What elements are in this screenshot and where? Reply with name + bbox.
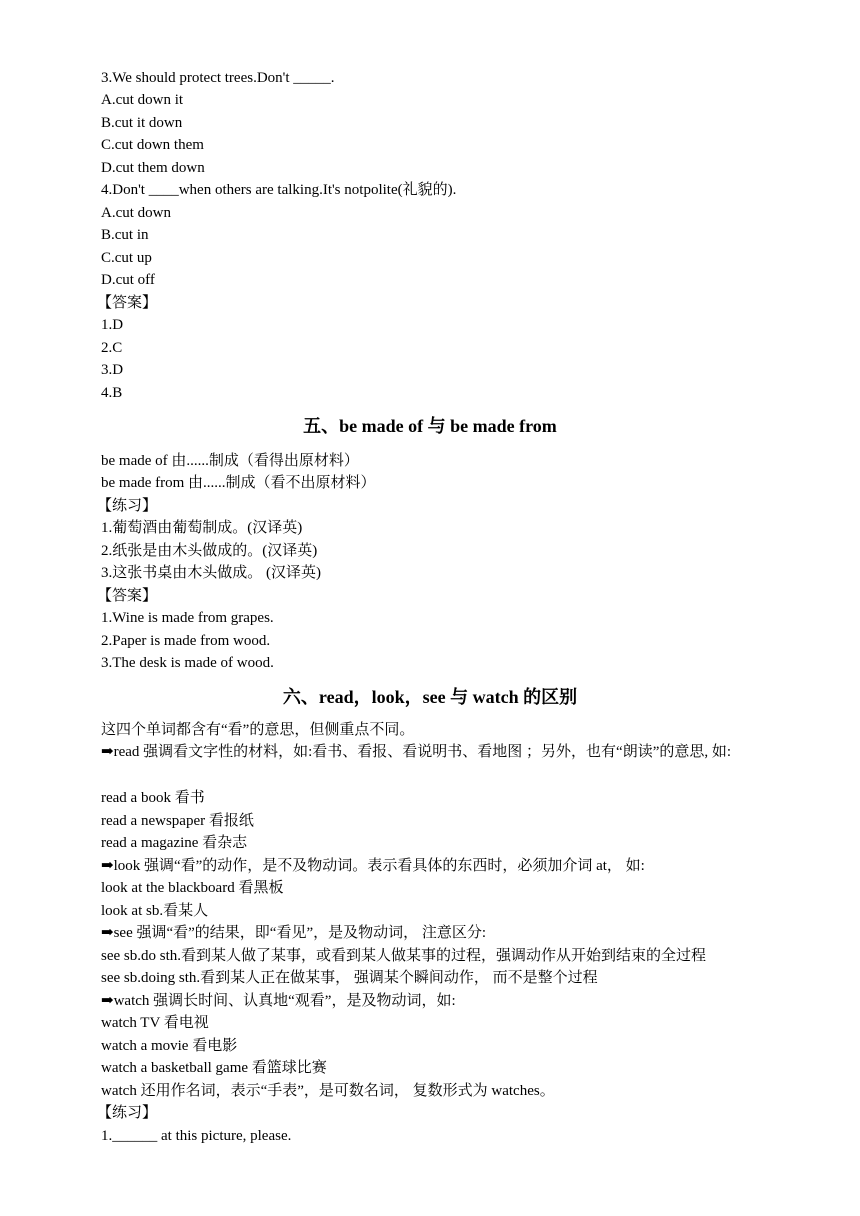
watch-example-2: watch a movie 看电影 — [101, 1038, 238, 1054]
watch-example-3: watch a basketball game 看篮球比赛 — [101, 1060, 327, 1076]
see-description-text: see 强调“看”的结果，即“看见”，是及物动词， 注意区分: — [113, 925, 487, 941]
q4-option-c: C.cut up — [101, 250, 152, 266]
arrow-icon: ➡ — [101, 744, 114, 760]
watch-example-1: watch TV 看电视 — [101, 1015, 209, 1031]
q4-option-d: D.cut off — [101, 272, 155, 288]
look-example-2: look at sb.看某人 — [101, 903, 209, 919]
exercise-2: 2.纸张是由木头做成的。(汉译英) — [101, 543, 318, 559]
practice-label: 【练习】 — [97, 498, 158, 514]
answer-1: 1.D — [101, 317, 124, 333]
section-6-heading: 六、read，look，see 与 watch 的区别 — [282, 687, 578, 707]
made-from-rule: be made from 由......制成（看不出原材料） — [101, 475, 376, 491]
see-example-1: see sb.do sth.看到某人做了某事，或看到某人做某事的过程，强调动作从开始到结束的全过程 — [101, 948, 706, 964]
look-example-1: look at the blackboard 看黑板 — [101, 880, 284, 896]
answer-1: 1.Wine is made from grapes. — [101, 610, 274, 626]
exercise-1: 1.葡萄酒由葡萄制成。(汉译英) — [101, 520, 303, 536]
practice-label: 【练习】 — [97, 1105, 158, 1121]
arrow-icon: ➡ — [101, 993, 114, 1009]
q4-option-a: A.cut down — [101, 205, 171, 221]
arrow-icon: ➡ — [101, 858, 114, 874]
read-example-2: read a newspaper 看报纸 — [101, 813, 254, 829]
q3-option-c: C.cut down them — [101, 137, 204, 153]
answer-label: 【答案】 — [97, 295, 158, 311]
made-of-rule: be made of 由......制成（看得出原材料） — [101, 453, 359, 469]
read-description-text: read 强调看文字性的材料，如:看书、看报、看说明书、看地图 ；另外，也有“朗读”的意思, 如: — [113, 744, 732, 760]
section-6-intro: 这四个单词都含有“看”的意思，但侧重点不同。 — [101, 722, 415, 738]
read-description — [66, 741, 796, 764]
look-description-text: look 强调“看”的动作，是不及物动词。表示看具体的东西时，必须加介词 at， 如: — [113, 858, 645, 874]
answer-3: 3.D — [101, 362, 124, 378]
see-description — [101, 923, 486, 943]
answer-4: 4.B — [101, 385, 123, 401]
exercise-3: 3.这张书桌由木头做成。 (汉译英) — [101, 565, 321, 581]
q3-option-d: D.cut them down — [101, 160, 205, 176]
question-3-stem: 3.We should protect trees.Don't _____. — [101, 70, 335, 86]
watch-noun-note: watch 还用作名词，表示“手表”，是可数名词， 复数形式为 watches。 — [101, 1083, 555, 1099]
q4-option-b: B.cut in — [101, 227, 149, 243]
answer-2: 2.C — [101, 340, 123, 356]
answer-2: 2.Paper is made from wood. — [101, 633, 271, 649]
look-description — [101, 856, 645, 876]
watch-description — [101, 991, 456, 1011]
watch-description-text: watch 强调长时间、认真地“观看”，是及物动词，如: — [113, 993, 456, 1009]
answer-label: 【答案】 — [97, 588, 158, 604]
q3-option-a: A.cut down it — [101, 92, 184, 108]
q3-option-b: B.cut it down — [101, 115, 183, 131]
read-example-1: read a book 看书 — [101, 790, 205, 806]
question-4-stem: 4.Don't ____when others are talking.It's notpolite(礼貌的). — [101, 182, 457, 198]
arrow-icon: ➡ — [101, 925, 114, 941]
see-example-2: see sb.doing sth.看到某人正在做某事， 强调某个瞬间动作， 而不是整个过程 — [101, 970, 598, 986]
section-5-heading: 五、be made of 与 be made from — [303, 416, 557, 436]
answer-3: 3.The desk is made of wood. — [101, 655, 274, 671]
read-example-3: read a magazine 看杂志 — [101, 835, 248, 851]
exercise-1: 1.______ at this picture, please. — [101, 1128, 292, 1144]
